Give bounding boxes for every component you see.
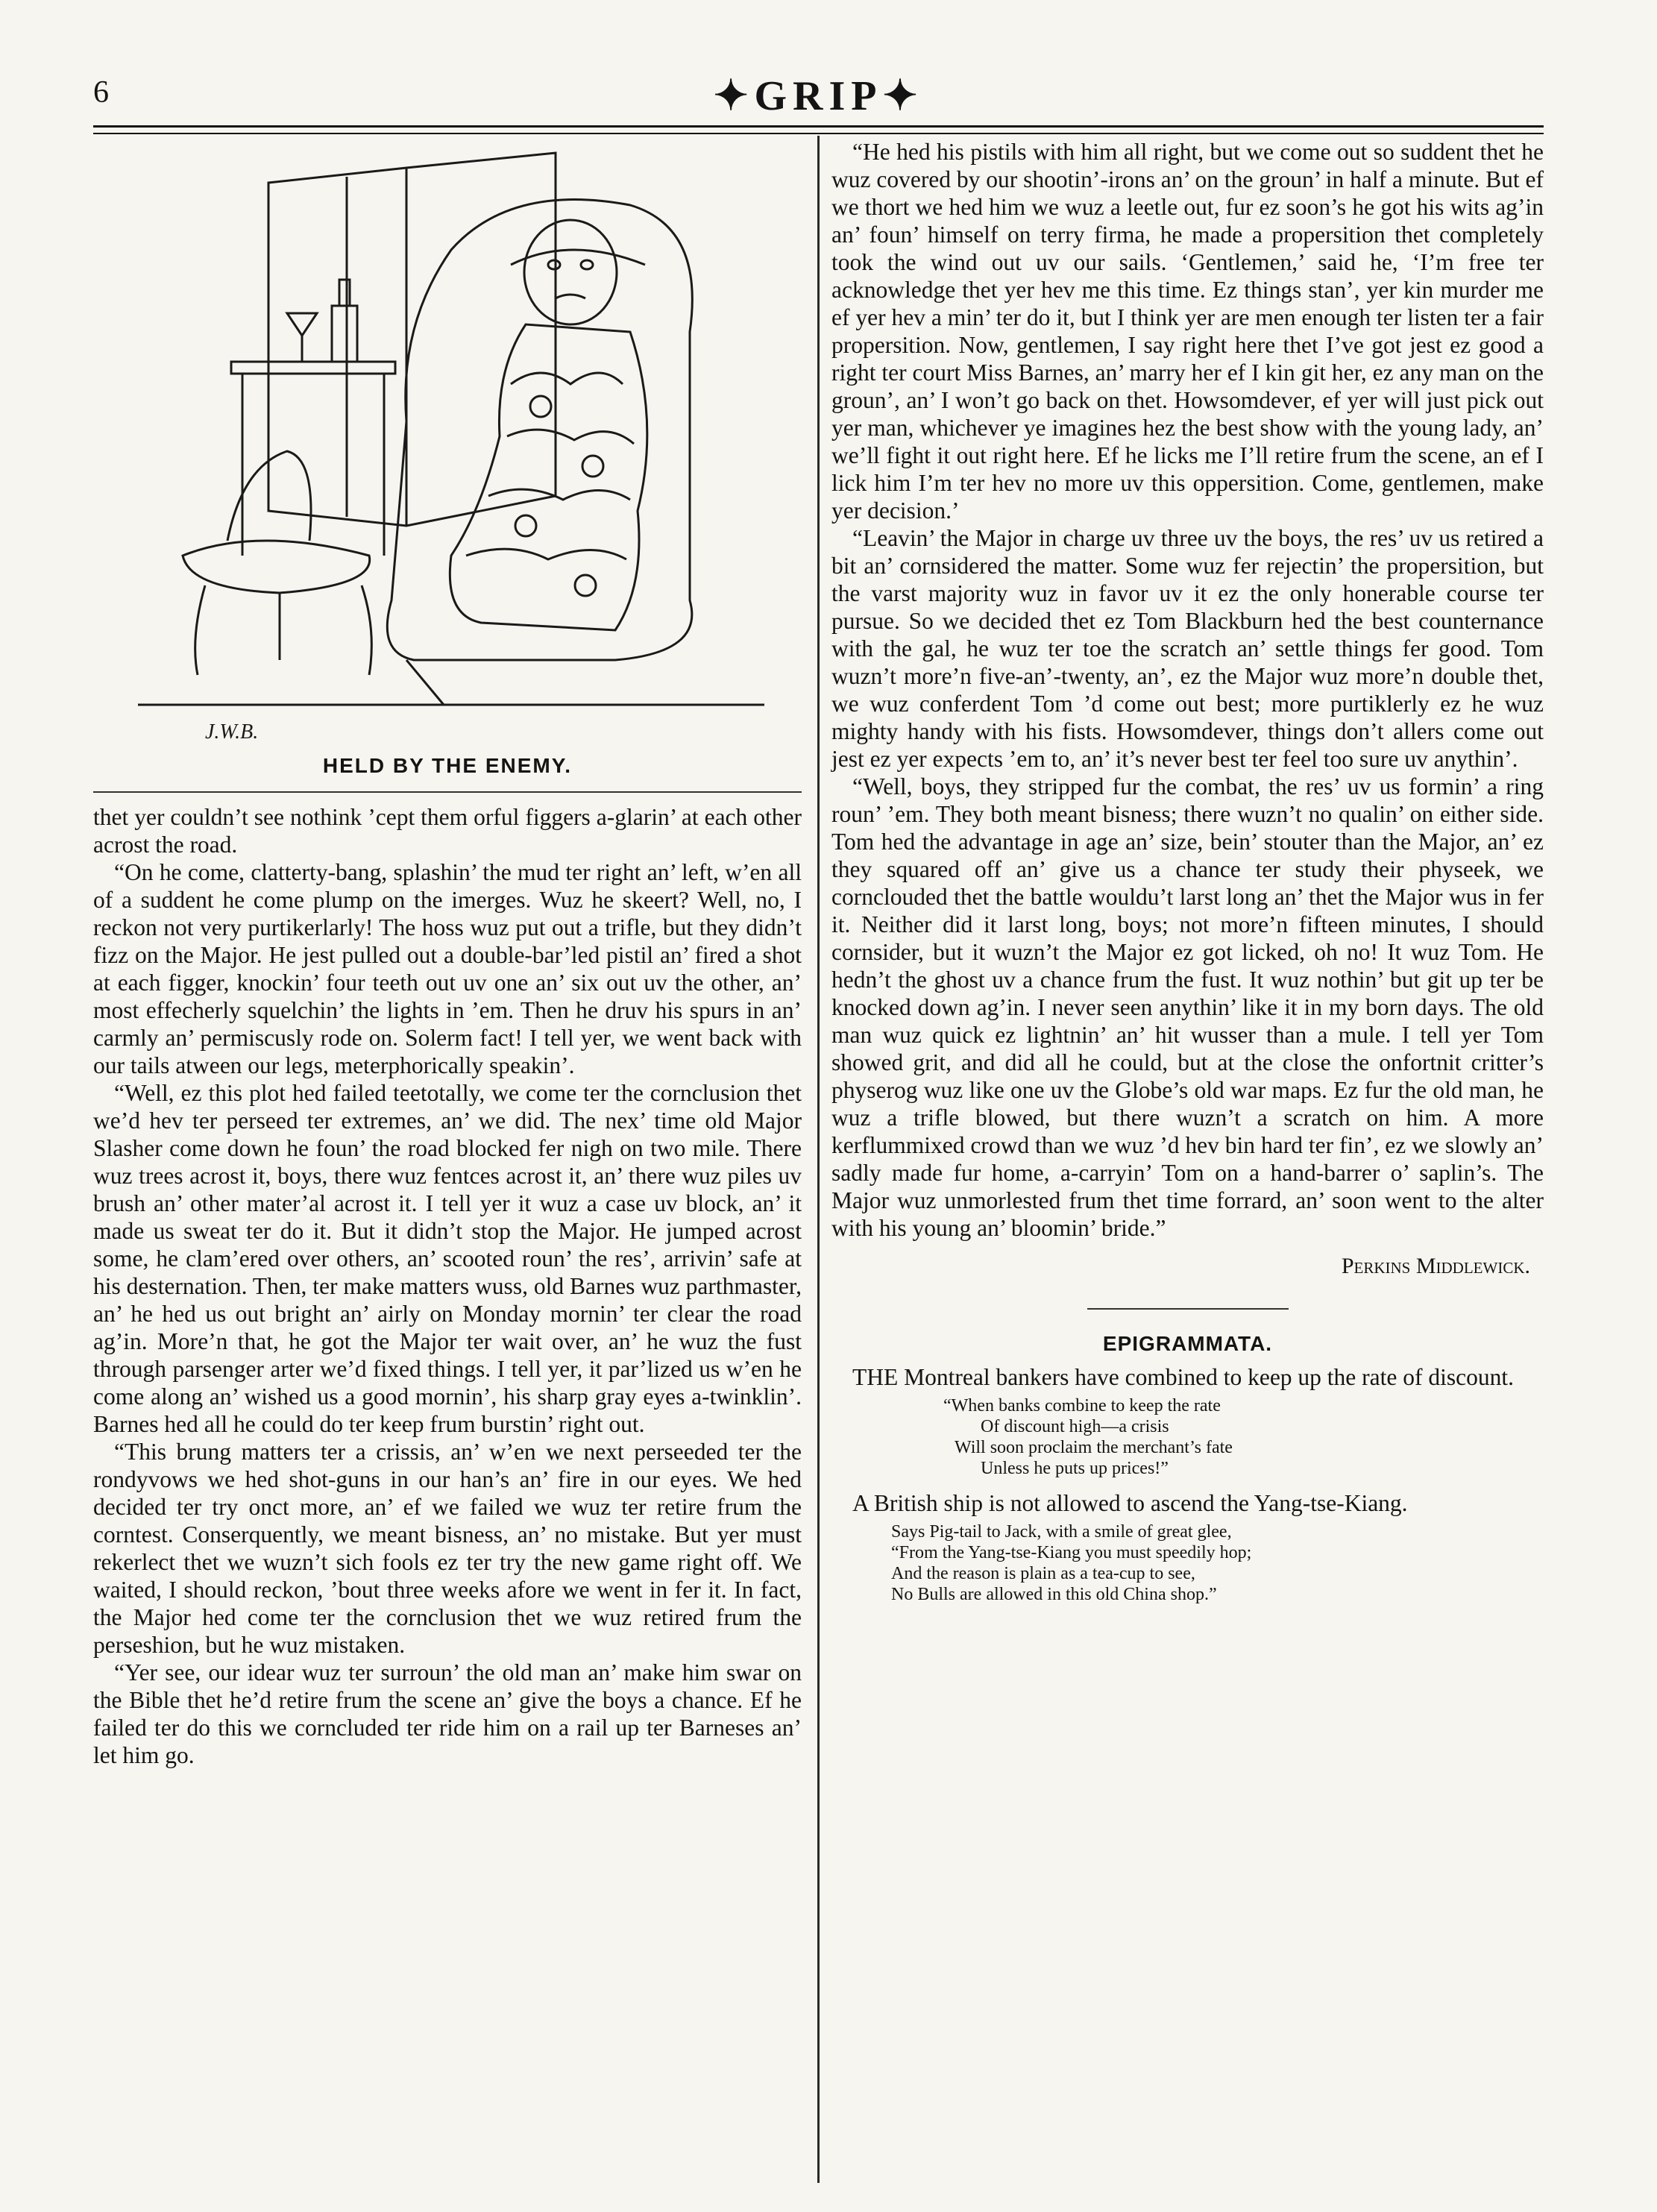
verse-line: Says Pig-tail to Jack, with a smile of great glee, [891, 1522, 1232, 1542]
epigrammata-title: EPIGRAMMATA. [1102, 1332, 1273, 1355]
left-paragraph-1: thet yer couldn’t see nothink ’cept them orful figgers a-glarin’ at each other acrost the road. [93, 804, 802, 858]
left-paragraph-5: “Yer see, our idear wuz ter surroun’ the old man an’ make him swar on the Bible thet he’d retire frum the scene an’ give the boys a chance. Ef he failed ter do this we corncluded ter ride him on a rail up ter Barneses an’ let him go. [93, 1659, 802, 1768]
verse-line: Will soon proclaim the merchant’s fate [955, 1438, 1233, 1457]
epigram-2-intro: A British ship is not allowed to ascend the Yang-tse-Kiang. [852, 1490, 1408, 1516]
right-paragraph-1: “He hed his pistils with him all right, but we come out so suddent thet he wuz covered by our shootin’-irons an’ on the groun’ in half a minute. But ef we thort we hed him we wuz a leetle out, fur ez soon’s he got his wits ag’in an’ foun’ himself on terry firma, he made a propersition thet completely took the wind out uv our sails. ‘Gentlemen,’ said he, ‘I’m free ter acknowledge thet yer hev me this time. Ez things stan’, yer kin murder me ef yer hev a min’ ter do it, but I think yer are men enough ter listen ter a fair propersition. Now, gentlemen, I say right here thet I’ve got jest ez good a right ter court Miss Barnes, an’ marry her ef I kin git her, ez any man on the groun’, an’ I won’t go back on thet. Howsomdever, ef yer will just pick out yer man, whichever ye imagines hez the best show with the young lady, an’ we’ll fight it out right here. Ef he licks me I’ll retire frum the scene, an ef I lick him I’m ter hev no more uv this oppersition. Come, gentlemen, make yer decision.’ [831, 139, 1544, 524]
right-paragraph-3: “Well, boys, they stripped fur the combat, the res’ uv us formin’ a ring roun’ ’em. They both meant bisness; there wuzn’t no qualin’ on either side. Tom hed the advantage in age an’ size, bein’ stouter than the Major, an’ ez they squared off an’ give us a chance ter study their physeek, we cornclouded thet the battle wouldu’t larst long an’ thet the Major wus in fer it. Neither did it larst long, boys; not more’n fifteen minutes, I should cornsider, but it wuzn’t the Major ez got licked, oh no! It wuz Tom. He hedn’t the ghost uv a chance frum the fust. It wuz nothin’ but git up ter be knocked down ag’in. I never seen anythin’ like it in my born days. The old man wuz quick ez lightnin’ an’ hit wusser than a mule. I tell yer Tom showed grit, and did all he could, but at the close the onfortnit critter’s physerog wuz like one uv the Globe’s old war maps. Ez fur the old man, he wuz a trifle blowed, but there wuzn’t a scratch on him. A more kerflummixed crowd than we wuz ’d hev bin hard ter fin’, ez we slowly an’ sadly made fur home, a-carryin’ Tom on a hand-barrer o’ saplin’s. The Major wuz unmorlested frum thet time forrard, an’ soon went to the alter with his young an’ bloomin’ bride.” [831, 773, 1544, 1241]
left-paragraph-3: “Well, ez this plot hed failed teetotally, we come ter the cornclusion thet we’d hev ter perseed ter extremes, an’ we did. The nex’ time old Major Slasher come down he foun’ the road blocked fer nigh on two mile. There wuz trees acrost it, boys, there wuz fentces acrost it, an’ there wuz piles uv brush an’ other mater’al acrost it. I tell yer it wuz a case uv block, an’ it made us sweat ter do it. But it didn’t stop the Major. He jumped acrost some, he clam’ered over others, an’ scooted roun’ the res’, arrivin’ safe at his desternation. Then, ter make matters wuss, old Barnes wuz parthmaster, an’ he hed us out bright an’ airly on Monday mornin’ ter clear the road ag’in. More’n that, he got the Major ter wait over, an’ he wuz the fust through parsenger arter we’d fixed things. I tell yer, it par’lized us w’en he come along an’ wished us a good mornin’, his sharp gray eyes a-twinklin’. Barnes hed all he could do ter keep frum burstin’ right out. [93, 1080, 802, 1437]
right-column [831, 138, 1544, 1615]
author-byline: Perkins Middlewick. [1341, 1254, 1530, 1278]
verse-line: No Bulls are allowed in this old China shop.” [891, 1585, 1217, 1604]
section-rule [1087, 1308, 1289, 1310]
verse-line: “When banks combine to keep the rate [943, 1396, 1221, 1416]
verse-line: Unless he puts up prices!” [981, 1459, 1169, 1478]
illustration-caption: HELD BY THE ENEMY. [322, 754, 573, 777]
epigram-2-verse [831, 1521, 1544, 1605]
left-paragraph-4: “This brung matters ter a crissis, an’ w’en we next perseeded ter the rondyvows we hed shot-guns in our han’s an’ fire in our eyes. We hed decided ter try onct more, an’ ef we failed we wuz ter retire frum the corntest. Conserquently, we meant bisness, an’ no mistake. But yer must rekerlect thet we wuzn’t sich fools ez ter try the new game right off. We waited, I should reckon, ’bout three weeks afore we went in fer it. In fact, the Major hed come ter the cornclusion thet we wuz retired frum the perseshion, but he wuz mistaken. [93, 1439, 802, 1658]
caption-rule [93, 791, 802, 793]
header-rule [93, 125, 1544, 134]
page-header [93, 75, 1544, 127]
column-divider [817, 136, 820, 2183]
left-column [93, 138, 802, 1769]
epigram-1-verse [831, 1395, 1544, 1479]
verse-line: “From the Yang-tse-Kiang you must speedily hop; [891, 1543, 1252, 1562]
left-paragraph-2: “On he come, clatterty-bang, splashin’ the mud ter right an’ left, w’en all of a suddent he come plump on the imerges. Wuz he skeert? Well, no, I reckon not very purtikerlarly! The hoss wuz put out a trifle, but they didn’t fizz on the Major. He jest pulled out a double-bar’led pistil an’ fired a shot at each figger, knockin’ four teeth out uv one an’ six out uv the other, an’ most effecherly squelchin’ the lights in ’em. Then he druv his spurs in an’ carmly an’ permiscusly rode on. Solerm fact! I tell yer, we went back with our tails atween our legs, meterphorically speakin’. [93, 859, 802, 1078]
cartoon-illustration [93, 138, 802, 750]
epigram-1-intro: THE Montreal bankers have combined to keep up the rate of discount. [852, 1364, 1514, 1390]
verse-line: Of discount high—a crisis [981, 1417, 1169, 1436]
illustration-signature: J.W.B. [205, 720, 259, 744]
right-paragraph-2: “Leavin’ the Major in charge uv three uv the boys, the res’ uv us retired a bit an’ cornsidered the matter. Some wuz fer rejectin’ the propersition, but the varst majority wuz in favor uv it ez the only honerable course ter pursue. So we decided thet ez Tom Blackburn hed the best counternance with the gal, he wuz ter toe the scratch an’ settle things fer good. Tom wuzn’t more’n five-an’-twenty, an’, ez the Major wuz more’n double thet, we wuz conferdent Tom ’d come out best; more purtiklerly ez he wuz mighty handy with his fists. Howsomdever, things don’t allers come out jest ez yer expects ’em to, an’ it’s never best ter feel too sure uv anythin’. [831, 525, 1544, 772]
masthead-title: ✦GRIP✦ [713, 73, 924, 119]
verse-line: And the reason is plain as a tea-cup to see, [891, 1564, 1195, 1583]
page-number: 6 [93, 75, 109, 110]
